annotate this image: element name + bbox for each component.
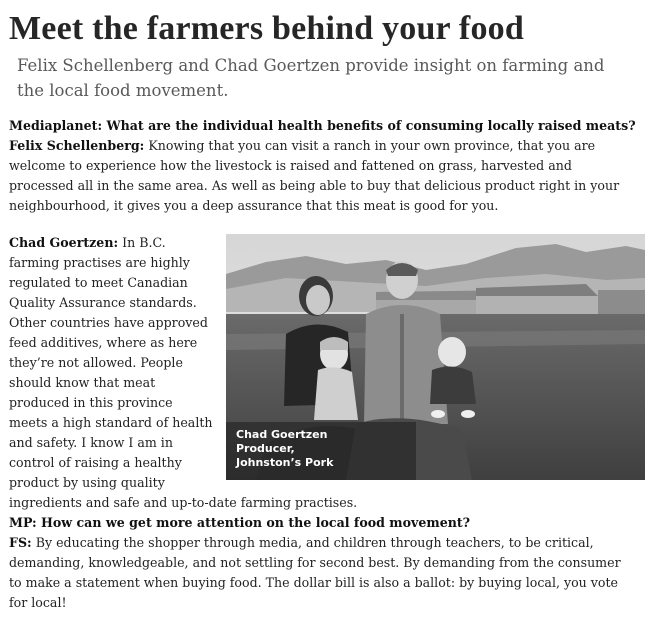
answer-health-benefits bbox=[9, 136, 637, 216]
farmer-family-photo bbox=[226, 234, 645, 480]
question-health-benefits: Mediaplanet: What are the individual health benefits of consuming locally raised meats? bbox=[9, 118, 636, 133]
speaker-felix: Felix Schellenberg: bbox=[9, 138, 145, 153]
photo-caption bbox=[236, 428, 396, 470]
answer-text: Knowing that you can visit a ranch in your own province, that you are welcome to experience how the livestock is raised and fattened on grass, harvested and processed all in the same area. As well as being able to buy that delicious product right in your neighbourhood, it gives you a deep assurance that this meat is good for you. bbox=[9, 138, 620, 213]
answer-local-food bbox=[9, 533, 637, 613]
qa-block-local-food bbox=[9, 513, 637, 613]
caption-role: Producer, bbox=[236, 442, 295, 455]
article-title: Meet the farmers behind your food bbox=[9, 10, 524, 47]
article-subtitle: Felix Schellenberg and Chad Goertzen provide insight on farming and the local food movement. bbox=[17, 56, 605, 100]
answer-regulation-text: In B.C. farming practises are highly regulated to meet Canadian Quality Assurance standards. Other countries have approved feed additives, where as here they’re not allowed. People should know that meat produced in this province meets a high standard of health and safety. I know I am in control of raising a healthy product by using quality ingredients and safe and up-to-date farming practises. bbox=[9, 235, 358, 510]
answer-local-food-text: By educating the shopper through media, and children through teachers, to be critical, demanding, knowledgeable, and not settling for second best. By demanding from the consumer to make a statement when buying food. The dollar bill is also a ballot: by buying local, you vote for local! bbox=[9, 535, 621, 610]
caption-name: Chad Goertzen bbox=[236, 428, 328, 441]
caption-company: Johnston’s Pork bbox=[236, 456, 334, 469]
qa-block-health-benefits bbox=[9, 116, 637, 216]
question-local-food: MP: How can we get more attention on the local food movement? bbox=[9, 515, 471, 530]
speaker-fs: FS: bbox=[9, 535, 32, 550]
speaker-chad: Chad Goertzen: bbox=[9, 235, 119, 250]
qa-block-regulation bbox=[9, 233, 637, 513]
